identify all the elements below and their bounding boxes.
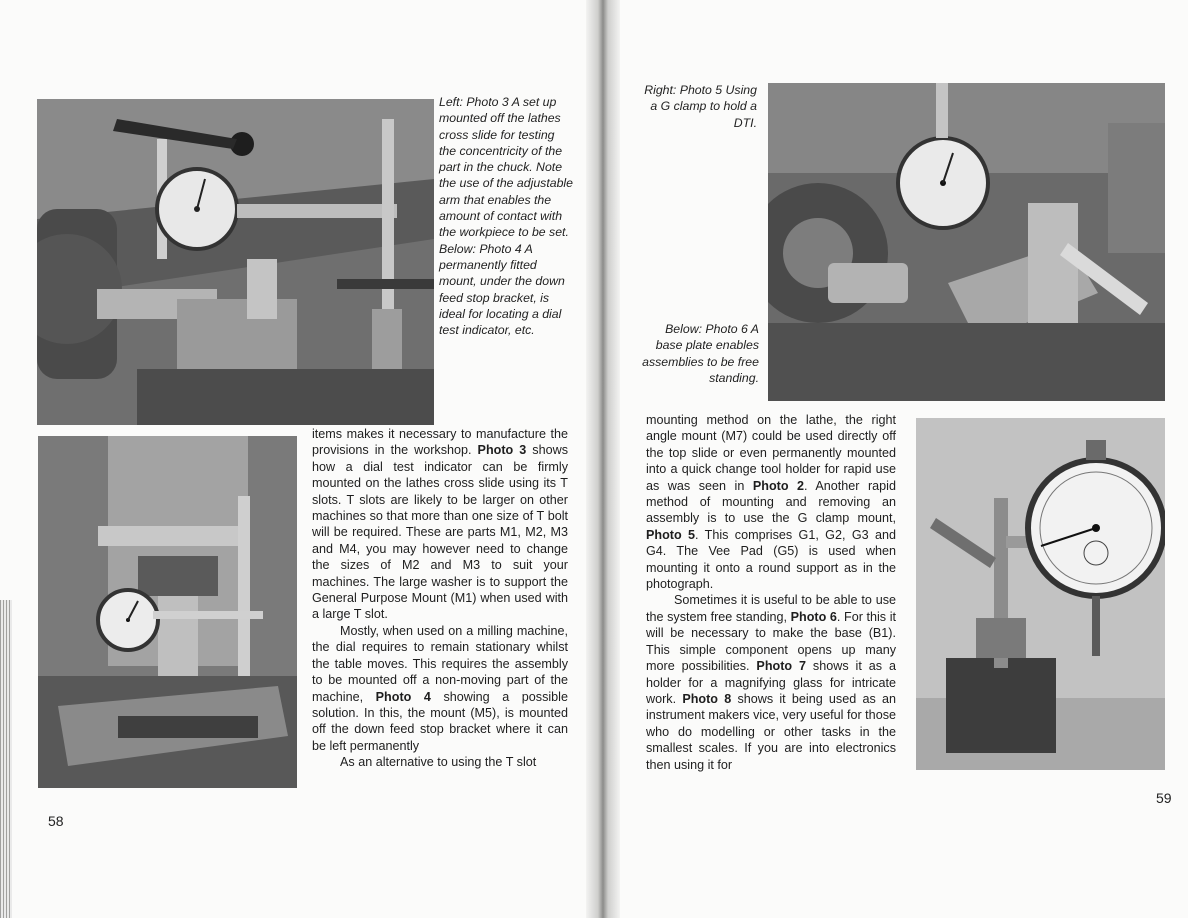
photo-reference: Photo 6 bbox=[790, 609, 837, 624]
page-edge-stack bbox=[0, 600, 12, 918]
text-run: . Another rapid method of mounting and removing an assembly is to use the G clamp mount, bbox=[646, 478, 896, 526]
right-body-paragraph-1 bbox=[646, 412, 896, 592]
page-number-right: 59 bbox=[1156, 790, 1172, 806]
text-run: mounting method on the lathe, the right angle mount (M7) could be used directly off the top slide or even permanently mounted into a quick change tool holder for rapid use as was seen in bbox=[646, 413, 896, 493]
right-page bbox=[596, 0, 1188, 918]
photo-reference: Photo 3 bbox=[477, 443, 527, 458]
photo-reference: Photo 8 bbox=[682, 691, 732, 706]
photo-reference: Photo 2 bbox=[752, 478, 805, 493]
text-run: Mostly, when used on a milling machine, the dial requires to remain stationary whilst the table moves. This requires the assembly to be mounted off a non-moving part of the machine, bbox=[312, 623, 568, 704]
text-run: . This comprises G1, G2, G3 and G4. The Vee Pad (G5) is used when mounting it onto a round support as in the photograph. bbox=[646, 527, 896, 592]
photo-4-milling-mount bbox=[38, 436, 297, 788]
text-run: shows it as a holder for a magnifying glass for intricate work. bbox=[646, 659, 896, 706]
right-body-paragraph-2 bbox=[646, 592, 896, 772]
text-run: . For this it will be necessary to make the base (B1). This simple component opens up many more possibilities. bbox=[646, 609, 896, 674]
left-body-paragraph-2 bbox=[312, 623, 568, 754]
photo-4-caption-text: Below: Photo 4 A permanently fitted mount, under the down feed stop bracket, is ideal for locating a dial test indicator, etc. bbox=[439, 241, 565, 338]
left-body-paragraph-3: As an alternative to using the T slot bbox=[340, 755, 537, 770]
left-body-text bbox=[312, 426, 568, 771]
photo-6-base-plate-dial bbox=[916, 418, 1165, 770]
right-body-text bbox=[646, 412, 896, 773]
text-run: shows how a dial test indicator can be firmly mounted on the lathes cross slide using its T slots. T slots are likely to be larger on other machines so that more than one size of T bolt will be required. These are parts M1, M2, M3 and M4, you may however need to change the sizes of M2 and M3 to suit your machines. The large washer is to support the General Purpose Mount (M1) when used with a large T slot. bbox=[312, 443, 568, 622]
photo-reference: Photo 7 bbox=[756, 659, 807, 674]
page-number-left: 58 bbox=[48, 813, 64, 829]
photo-3-lathe-dial-indicator bbox=[37, 99, 434, 425]
book-gutter bbox=[586, 0, 620, 918]
photo-6-caption: Below: Photo 6 A base plate enables assemblies to be free standing. bbox=[642, 322, 759, 385]
text-run: showing a possible solution. In this, the mount (M5), is mounted off the down feed stop bracket where it can be left permanently bbox=[312, 689, 568, 753]
photo-5-caption: Right: Photo 5 Using a G clamp to hold a DTI. bbox=[644, 83, 757, 130]
left-body-paragraph-1 bbox=[312, 426, 568, 623]
text-run: Sometimes it is useful to be able to use the system free standing, bbox=[646, 593, 896, 624]
text-run: items makes it necessary to manufacture the provisions in the workshop. bbox=[312, 427, 568, 458]
photo-reference: Photo 4 bbox=[375, 689, 431, 704]
photo-5-g-clamp-dti bbox=[768, 83, 1165, 401]
photo-3-caption-text: Left: Photo 3 A set up mounted off the lathes cross slide for testing the concentricity of the part in the chuck. Note the use of the adjustable arm that enables the amount of contact with the workpiece to be set. bbox=[439, 95, 573, 240]
text-run: shows it being used as an instrument makers vice, very useful for those who do modelling or other tasks in the smallest scales. If you are into electronics then using it for bbox=[646, 691, 896, 772]
photo-reference: Photo 5 bbox=[646, 527, 696, 542]
photo-3-caption bbox=[439, 94, 574, 338]
